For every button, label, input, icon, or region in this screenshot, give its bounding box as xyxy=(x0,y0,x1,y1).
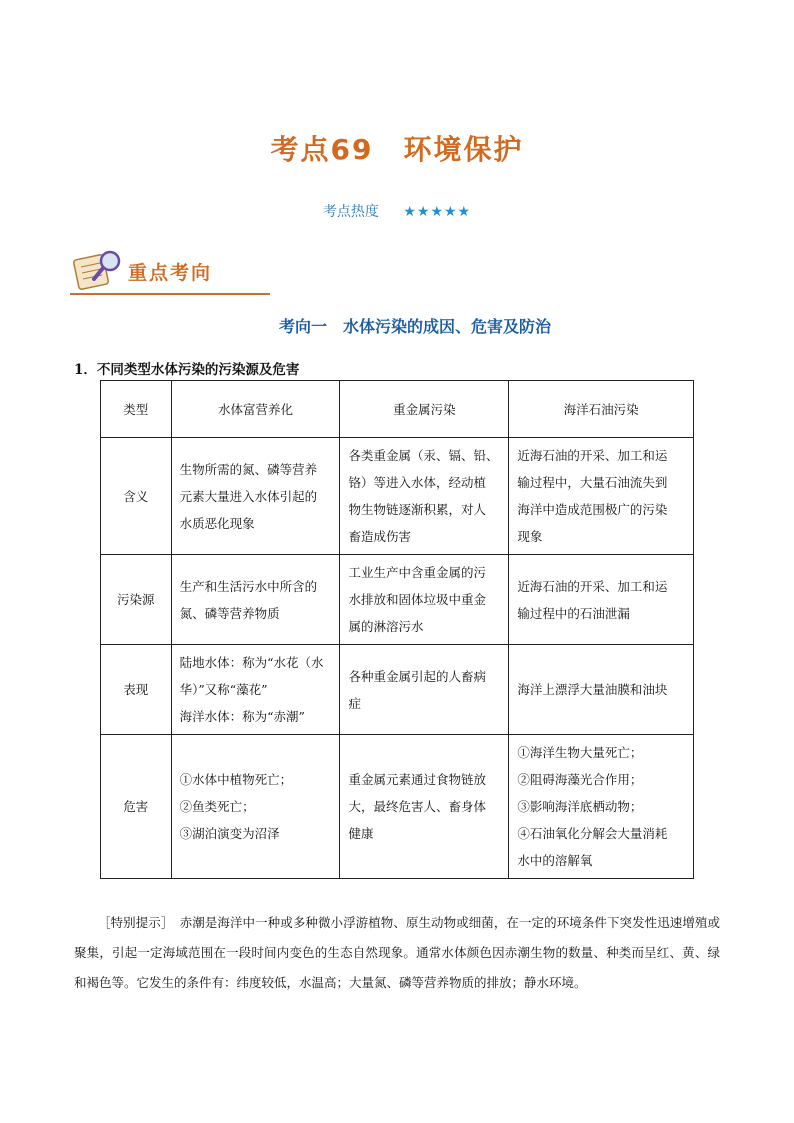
cell-line: 海洋中造成范围极广的污染 xyxy=(517,502,668,517)
section-label: 重点考向 xyxy=(128,262,213,284)
row-label: 污染源 xyxy=(101,555,172,645)
table-cell xyxy=(171,735,340,879)
cell-line: ①海洋生物大量死亡； xyxy=(517,745,643,760)
table-title: 1．不同类型水体污染的污染源及危害 xyxy=(74,362,300,378)
heat-rating xyxy=(0,201,794,221)
special-tip xyxy=(74,908,720,998)
cell-line: 生产和生活污水中所含的 xyxy=(179,578,318,594)
cell-line: ①水体中植物死亡； xyxy=(179,772,293,787)
cell-line: 各种重金属引起的人畜病 xyxy=(348,668,486,684)
table-cell xyxy=(509,555,694,645)
cell-line: 输过程中的石油泄漏 xyxy=(517,605,630,621)
header-cell-heavy-metal: 重金属污染 xyxy=(340,381,509,438)
cell-line: 属的淋溶污水 xyxy=(348,619,424,634)
table-row xyxy=(101,645,694,735)
page-title: 考点69 环境保护 xyxy=(270,133,524,166)
table-cell xyxy=(509,438,694,555)
cell-line: ③影响海洋底栖动物； xyxy=(517,799,643,814)
header-cell-type: 类型 xyxy=(101,381,172,438)
row-label: 表现 xyxy=(101,645,172,735)
cell-line: ②阻碍海藻光合作用； xyxy=(517,772,643,787)
table-cell xyxy=(509,735,694,879)
cell-line: 陆地水体：称为“水花（水 xyxy=(179,655,324,670)
cell-line: 工业生产中含重金属的污 xyxy=(348,565,486,580)
heat-stars: ★★★★★ xyxy=(403,204,472,220)
cell-line: 近海石油的开采、加工和运 xyxy=(517,448,668,463)
cell-line: 重金属元素通过食物链放 xyxy=(348,772,486,787)
cell-line: ③湖泊演变为沼泽 xyxy=(179,826,280,841)
table-row xyxy=(101,438,694,555)
table-cell xyxy=(340,645,509,735)
cell-line: 症 xyxy=(348,695,361,711)
cell-line: ④石油氧化分解会大量消耗 xyxy=(517,826,668,841)
cell-line: 水中的溶解氧 xyxy=(517,853,593,868)
cell-line: 铬）等进入水体，经动植 xyxy=(348,475,486,490)
table-cell xyxy=(171,645,340,735)
header-cell-eutrophication: 水体富营养化 xyxy=(171,381,340,438)
cell-line: 氮、磷等营养物质 xyxy=(179,605,280,621)
subtitle: 考向一 水体污染的成因、危害及防治 xyxy=(278,317,551,336)
pollution-table xyxy=(100,380,694,879)
table-cell xyxy=(171,438,340,555)
cell-line: 健康 xyxy=(348,826,374,841)
cell-line: 海洋上漂浮大量油膜和油块 xyxy=(517,682,668,697)
cell-line: 现象 xyxy=(517,529,543,544)
cell-line: 输过程中，大量石油流失到 xyxy=(517,475,668,490)
cell-line: 畜造成伤害 xyxy=(348,529,411,544)
cell-line: 海洋水体：称为“赤潮” xyxy=(179,709,305,724)
table-cell xyxy=(509,645,694,735)
section-divider xyxy=(70,293,270,295)
header-cell-oil: 海洋石油污染 xyxy=(509,381,694,438)
table-row xyxy=(101,735,694,879)
cell-line: 各类重金属（汞、镉、铅、 xyxy=(348,448,499,463)
heat-label: 考点热度 xyxy=(322,204,379,220)
cell-line: 物生物链逐渐积累，对人 xyxy=(348,502,486,517)
table-cell xyxy=(340,438,509,555)
cell-line: 近海石油的开采、加工和运 xyxy=(517,578,668,594)
row-label: 危害 xyxy=(101,735,172,879)
tip-label: ［特别提示］ xyxy=(98,915,168,930)
table-row xyxy=(101,555,694,645)
cell-line: 生物所需的氮、磷等营养 xyxy=(179,461,318,477)
cell-line: ②鱼类死亡； xyxy=(179,799,255,814)
table-cell xyxy=(340,735,509,879)
magnifier-notepad-icon xyxy=(72,247,126,295)
cell-line: 水质恶化现象 xyxy=(179,515,255,531)
section-header xyxy=(70,247,270,295)
cell-line: 元素大量进入水体引起的 xyxy=(179,488,318,504)
table-cell xyxy=(171,555,340,645)
table-header-row xyxy=(101,381,694,438)
table-cell xyxy=(340,555,509,645)
cell-line: 大，最终危害人、畜身体 xyxy=(348,799,486,814)
cell-line: 水排放和固体垃圾中重金 xyxy=(348,592,486,607)
cell-line: 华）”又称“藻花” xyxy=(179,682,268,697)
tip-text: 赤潮是海洋中一种或多种微小浮游植物、原生动物或细菌，在一定的环境条件下突发性迅速增殖或聚集，引起一定海域范围在一段时间内变色的生态自然现象。通常水体颜色因赤潮生物的数量、种类而呈红、黄、绿和褐色等。它发生的条件有：纬度较低，水温高；大量氮、磷等营养物质的排放；静水环境。 xyxy=(74,915,720,990)
row-label: 含义 xyxy=(101,438,172,555)
